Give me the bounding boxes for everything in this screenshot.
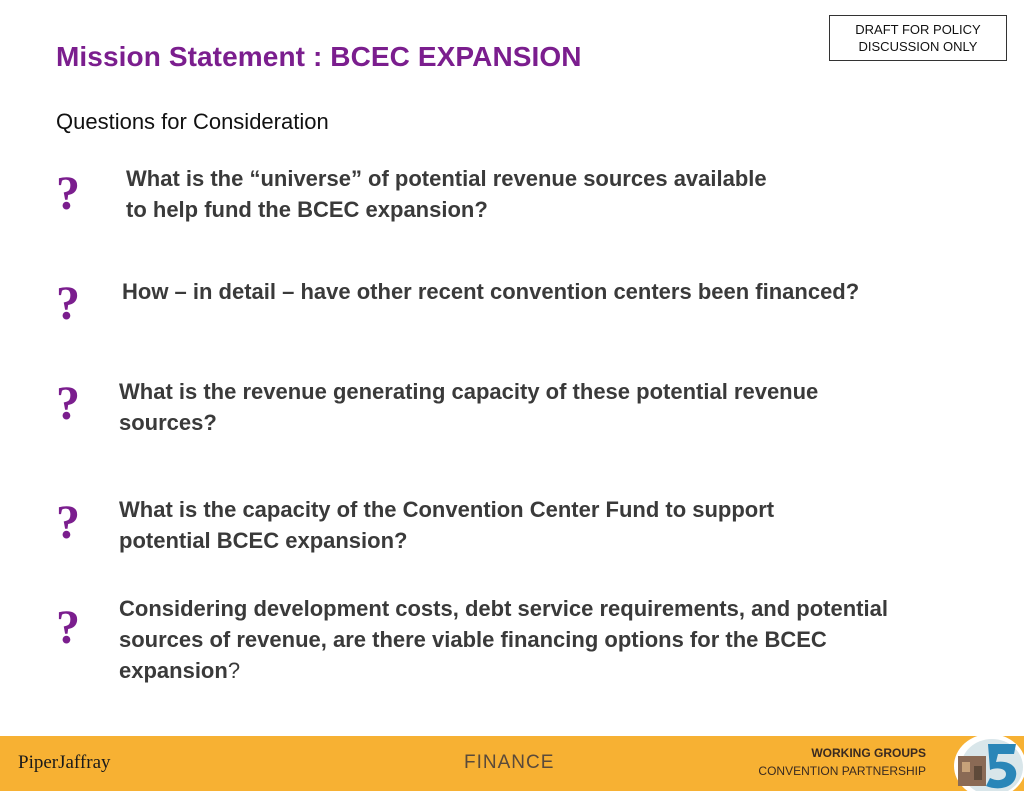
footer-finance-label: FINANCE: [464, 752, 555, 773]
draft-notice-box: [829, 15, 1007, 61]
question-1-line-2: to help fund the BCEC expansion?: [126, 197, 488, 222]
question-1: [126, 163, 767, 225]
question-5-trailing-mark: ?: [227, 658, 241, 683]
footer-working-groups: [745, 744, 926, 780]
page-title: Mission Statement : BCEC EXPANSION: [56, 41, 582, 72]
question-5-line-2: sources of revenue, are there viable financing options for the BCEC: [119, 627, 827, 652]
question-4: [119, 494, 774, 556]
question-5-line-3: [119, 655, 888, 686]
draft-notice-line-1: DRAFT FOR POLICY: [855, 22, 981, 37]
question-3: [119, 376, 818, 438]
question-3-line-2: sources?: [119, 410, 217, 435]
draft-notice-line-2: DISCUSSION ONLY: [858, 39, 978, 54]
question-5: [119, 593, 888, 686]
question-mark-icon: ?: [56, 277, 80, 330]
question-mark-icon: ?: [56, 601, 80, 654]
footer-working-groups-line-1: WORKING GROUPS: [811, 746, 926, 760]
page-subtitle: Questions for Consideration: [56, 109, 329, 134]
question-5-line-3-text: expansion: [119, 658, 228, 683]
question-mark-icon: ?: [56, 167, 80, 220]
piper-jaffray-logo: PiperJaffray: [18, 752, 111, 773]
question-mark-icon: ?: [56, 377, 80, 430]
question-2-line-1: How – in detail – have other recent convention centers been financed?: [122, 279, 860, 304]
question-4-line-2: potential BCEC expansion?: [119, 528, 408, 553]
convention-emblem-icon: [944, 736, 1024, 791]
question-mark-icon: ?: [56, 496, 80, 549]
question-4-line-1: What is the capacity of the Convention Center Fund to support: [119, 497, 775, 522]
question-1-line-1: What is the “universe” of potential revenue sources available: [126, 166, 767, 191]
footer-working-groups-line-2: CONVENTION PARTNERSHIP: [758, 764, 926, 778]
question-3-line-1: What is the revenue generating capacity of these potential revenue: [119, 379, 819, 404]
question-5-line-1: Considering development costs, debt service requirements, and potential: [119, 596, 888, 621]
question-2: [122, 276, 859, 307]
